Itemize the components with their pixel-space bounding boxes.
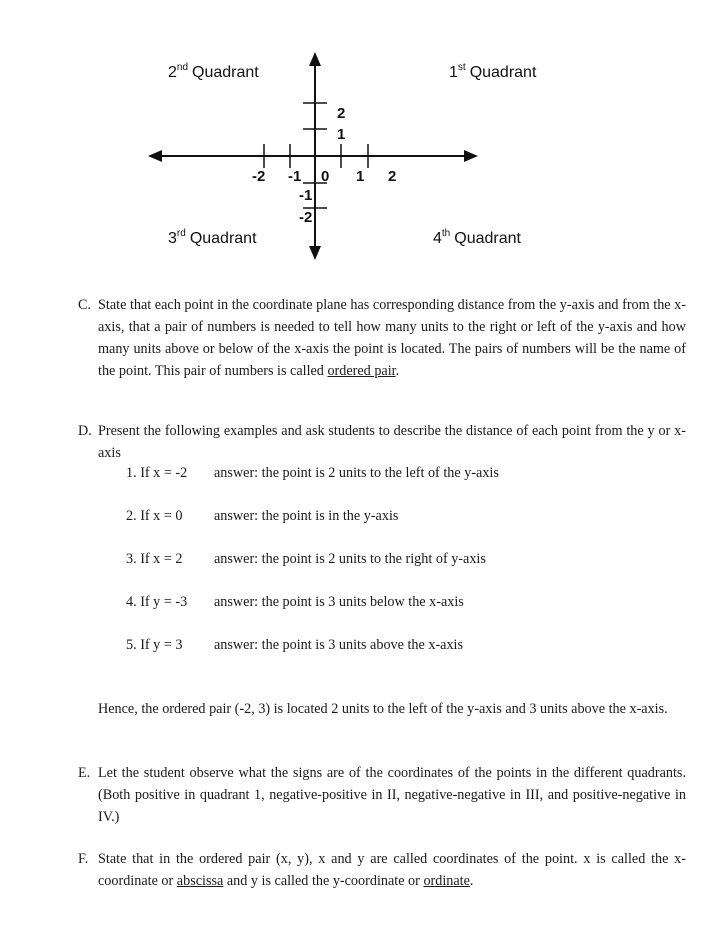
y-tick-label: -1: [299, 187, 313, 204]
x-tick-label: 2: [388, 168, 397, 185]
quadrant-3-label: 3rd Quadrant: [168, 228, 257, 247]
y-tick-label: 1: [337, 126, 346, 143]
section-c-text: State that each point in the coordinate plane has corresponding distance from the y-axis and from the x-axis, that a pair of numbers is needed to tell how many units to the right or left of the y-axis and how many units above or below of the x-axis the point is located. The pairs of numbers will be the name of the point. This pair of numbers is called ordered pair.: [98, 297, 686, 379]
y-tick-label: 2: [337, 105, 346, 122]
quadrant-2-label: 2nd Quadrant: [168, 62, 259, 81]
x-tick-label: -2: [252, 168, 266, 185]
quadrant-1-label: 1st Quadrant: [449, 62, 537, 81]
y-axis-bottom-arrow: [309, 246, 321, 260]
x-tick-label: 1: [356, 168, 365, 185]
example-answer: answer: the point is in the y-axis: [214, 508, 399, 524]
section-d: [78, 420, 686, 464]
section-e-text: Let the student observe what the signs are of the coordinates of the points in the different quadrants. (Both positive in quadrant 1, negative-positive in II, negative-negative in III, and positive-negative in IV.): [98, 765, 686, 825]
example-item: [126, 548, 486, 570]
example-item: [126, 505, 398, 527]
section-f-label: F.: [78, 851, 89, 867]
x-axis-left-arrow: [148, 150, 162, 162]
section-c: [78, 294, 686, 382]
example-answer: answer: the point is 3 units below the x-axis: [214, 594, 464, 610]
y-tick-label: -2: [299, 209, 313, 226]
section-e: [78, 762, 686, 828]
example-condition: 4. If y = -3: [126, 594, 188, 610]
section-d-label: D.: [78, 423, 92, 439]
quadrant-4-label: 4th Quadrant: [433, 228, 521, 247]
example-answer: answer: the point is 2 units to the right of y-axis: [214, 551, 486, 567]
section-f-text: State that in the ordered pair (x, y), x and y are called coordinates of the point. x is called the x-coordinate or abscissa and y is called the y-coordinate or ordinate.: [98, 851, 686, 889]
x-axis-right-arrow: [464, 150, 478, 162]
hence-paragraph: Hence, the ordered pair (-2, 3) is located 2 units to the left of the y-axis and 3 units above the x-axis.: [98, 701, 668, 717]
y-axis-top-arrow: [309, 52, 321, 66]
example-item: [126, 634, 463, 656]
example-item: [126, 462, 499, 484]
coordinate-plane-diagram: [0, 0, 728, 280]
abscissa-term: abscissa: [176, 873, 224, 889]
example-item: [126, 591, 464, 613]
example-condition: 5. If y = 3: [126, 637, 183, 653]
example-condition: 1. If x = -2: [126, 465, 188, 481]
section-c-label: C.: [78, 297, 92, 313]
example-condition: 3. If x = 2: [126, 551, 183, 567]
ordered-pair-term: ordered pair: [327, 363, 396, 379]
section-e-label: E.: [78, 765, 91, 781]
ordinate-term: ordinate: [423, 873, 470, 889]
section-f: [78, 848, 686, 892]
x-tick-label: 0: [321, 168, 330, 185]
example-condition: 2. If x = 0: [126, 508, 183, 524]
section-d-text: Present the following examples and ask students to describe the distance of each point from the y or x-axis: [98, 423, 686, 461]
x-tick-label: -1: [288, 168, 302, 185]
example-answer: answer: the point is 3 units above the x-axis: [214, 637, 464, 653]
example-answer: answer: the point is 2 units to the left of the y-axis: [214, 465, 499, 481]
